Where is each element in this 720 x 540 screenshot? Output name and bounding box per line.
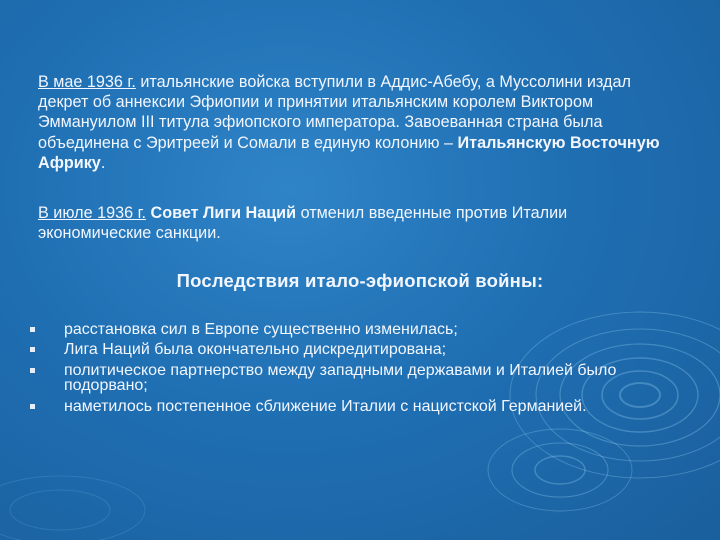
league-council-term: Совет Лиги Наций (150, 204, 297, 222)
sanctions-paragraph (38, 203, 678, 243)
annexation-paragraph (38, 72, 678, 173)
annexation-text: итальянские войска вступили в Аддис-Абебу, а Муссолини издал декрет об аннексии Эфиопии и принятии итальянским королем Виктором Эммануилом III титула эфиопского императора. Завоеванная страна была объединена с Эритреей и Сомали в единую колонию – (38, 73, 631, 152)
square-bullet-icon (30, 368, 35, 373)
italian-east-africa-term: Итальянскую Восточную Африку (38, 133, 660, 172)
consequences-list (26, 322, 686, 419)
annexation-end: . (100, 153, 106, 172)
list-item-text: наметилось постепенное сближение Италии с нацистской Германией. (64, 397, 587, 415)
list-item-text: Лига Наций была окончательно дискредитирована; (64, 341, 447, 359)
square-bullet-icon (30, 327, 35, 332)
sanctions-text: отменил введенные против Италии экономические санкции. (38, 204, 568, 243)
list-item-text: расстановка сил в Европе существенно изменилась; (64, 321, 458, 338)
may-1936-date: В мае 1936 г. (38, 73, 136, 91)
square-bullet-icon (30, 347, 35, 352)
july-1936-date: В июле 1936 г. (38, 204, 146, 222)
list-item (26, 363, 686, 395)
list-item (26, 322, 686, 338)
list-item (26, 399, 686, 415)
list-item (26, 342, 686, 358)
square-bullet-icon (30, 404, 35, 409)
consequences-heading: Последствия итало-эфиопской войны: (176, 270, 544, 291)
list-item-text: политическое партнерство между западными державами и Италией было подорвано; (64, 361, 617, 395)
